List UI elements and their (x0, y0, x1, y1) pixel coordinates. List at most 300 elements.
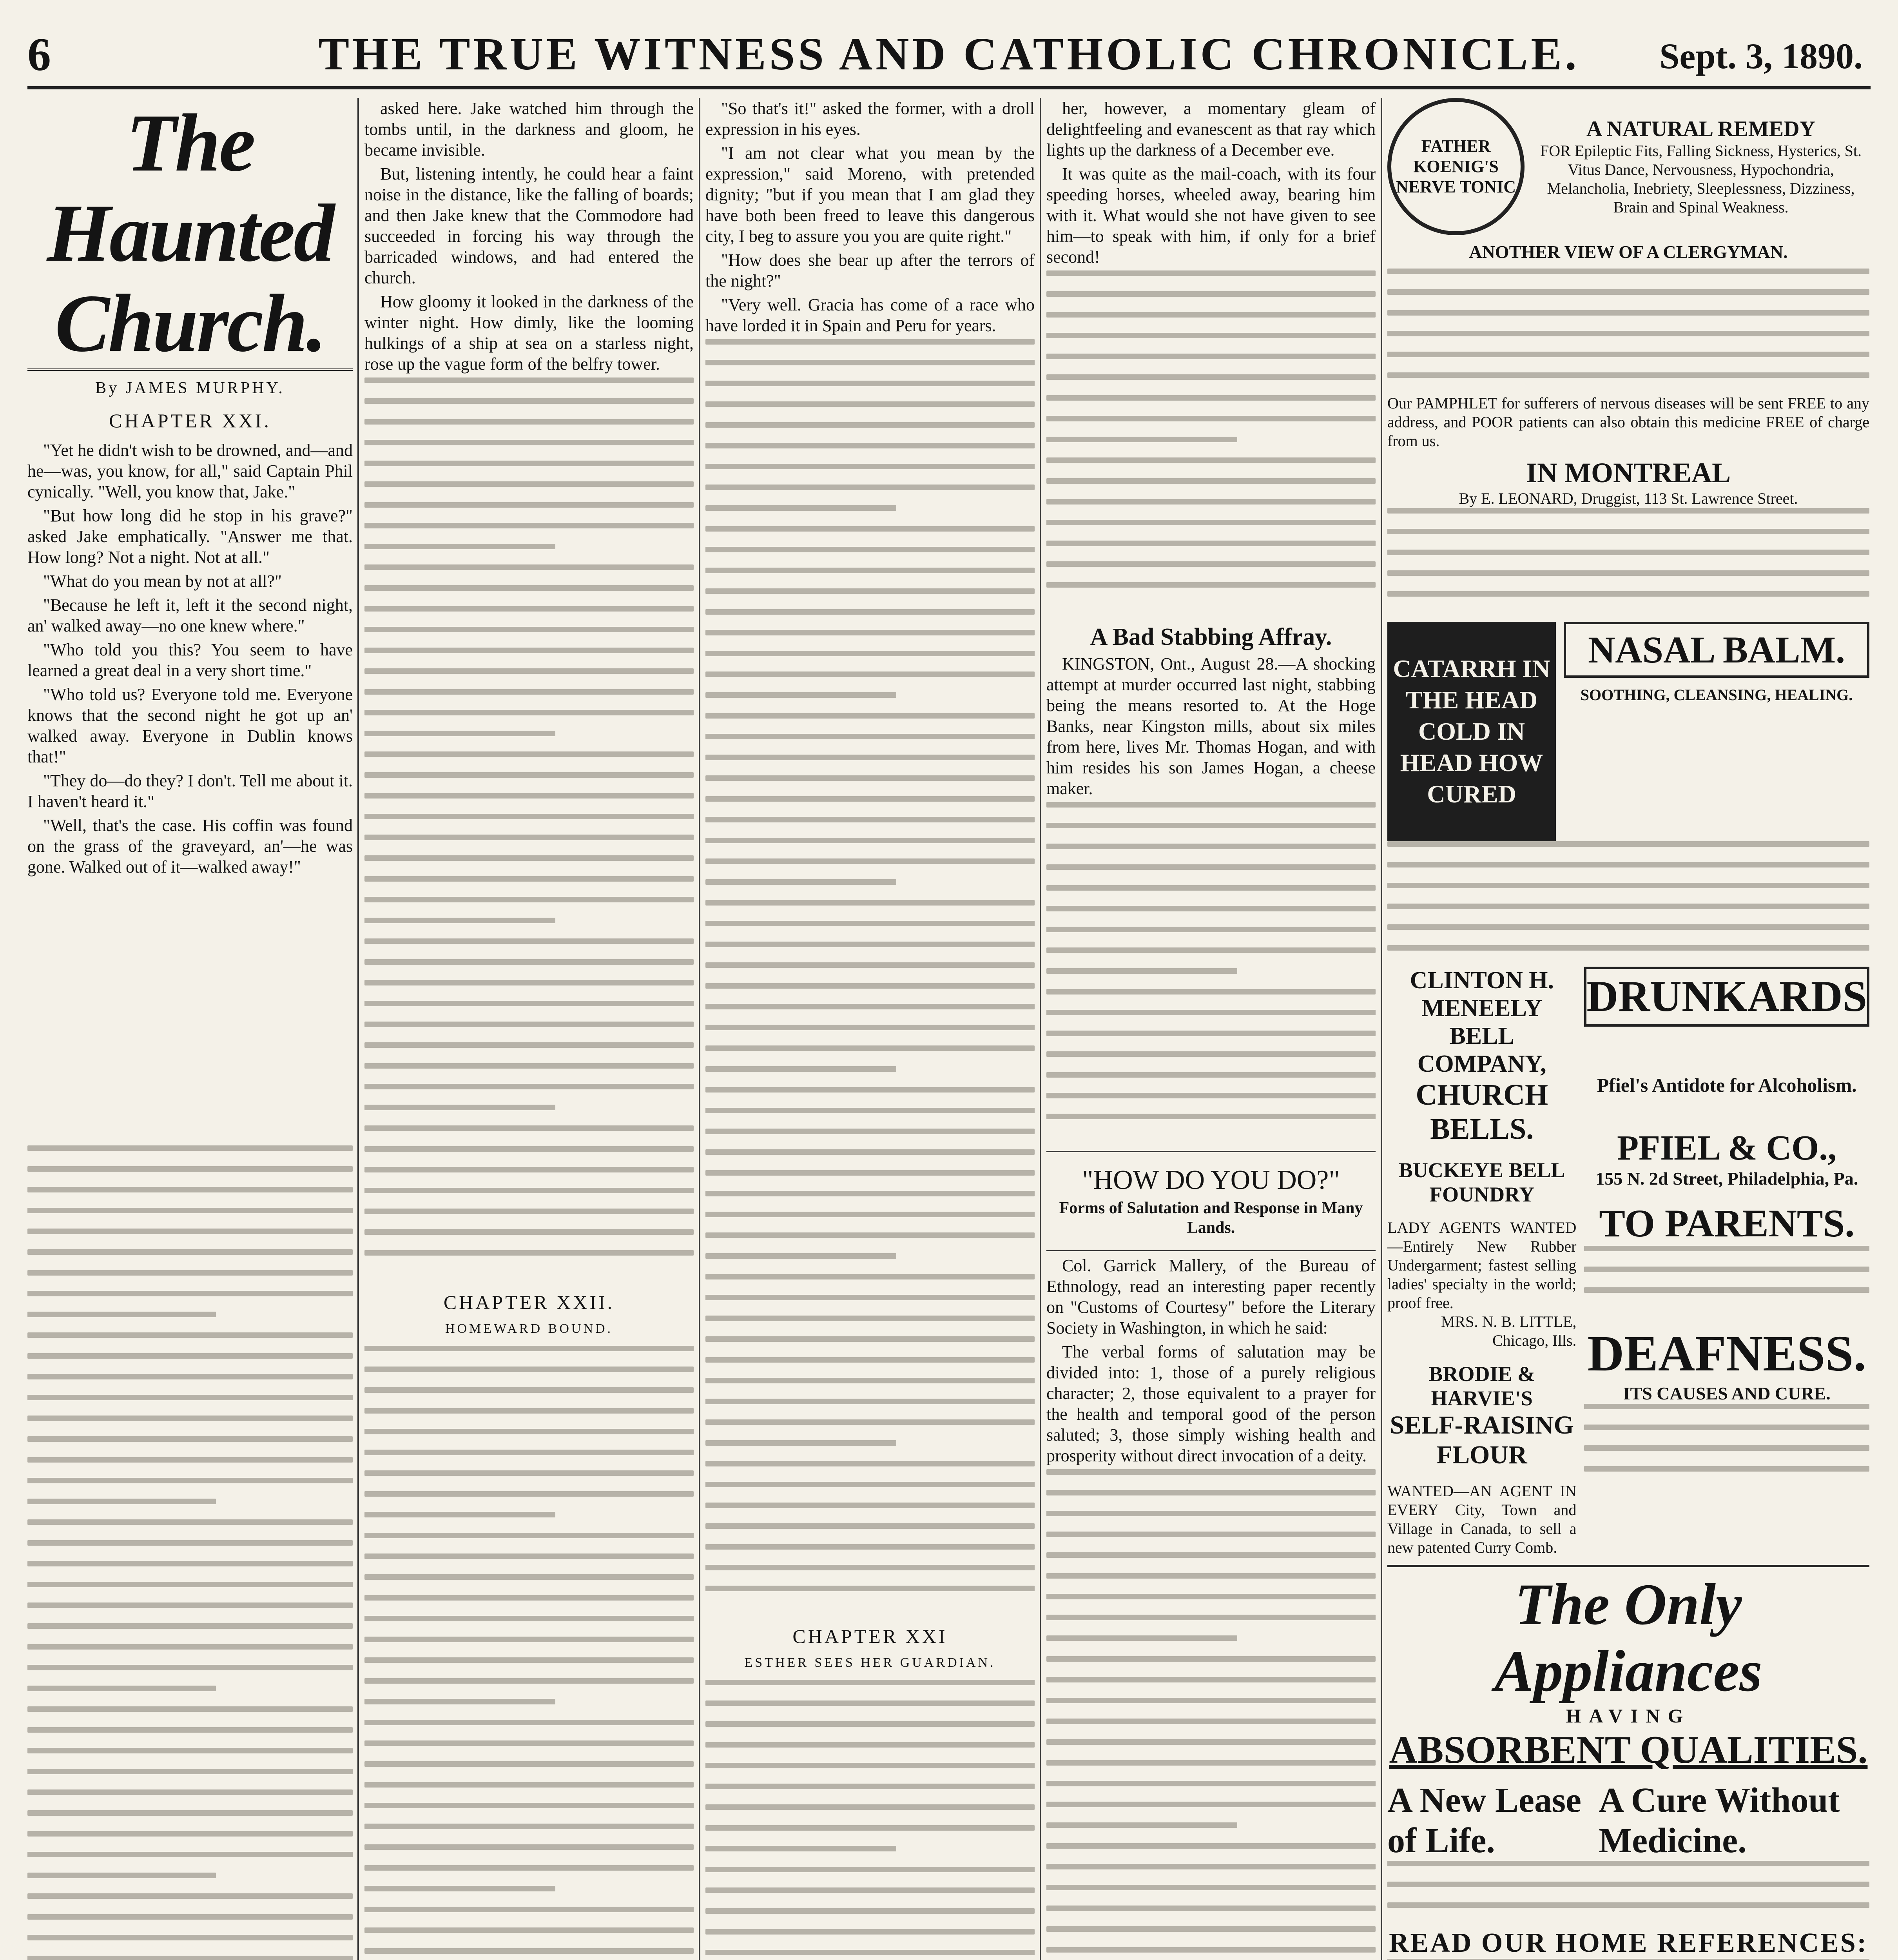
text-line (1046, 1802, 1376, 1807)
story-paragraph: "Yet he didn't wish to be drowned, and—and he—was, you know, for all," said Captain Phil cynically. "Well, you know that, Jake." (27, 441, 353, 501)
text-line (705, 1700, 1035, 1706)
nasal-balm-title: NASAL BALM. (1564, 622, 1869, 678)
text-line (1046, 1552, 1376, 1558)
column-rule (357, 98, 359, 1960)
text-line (1046, 354, 1376, 359)
text-line (1387, 883, 1869, 888)
text-line (1387, 550, 1869, 555)
text-line (364, 1844, 694, 1850)
text-line (1046, 1532, 1376, 1537)
text-line (705, 1316, 1035, 1321)
text-line (364, 1470, 694, 1476)
text-line (27, 1395, 353, 1400)
text-line (364, 1084, 694, 1089)
deafness-headline: DEAFNESS. (1587, 1325, 1866, 1382)
text-line (1046, 1635, 1237, 1641)
text-line (364, 1740, 694, 1746)
text-line (364, 1574, 694, 1580)
text-body-placeholder (1387, 508, 1869, 618)
story-paragraph: "Because he left it, left it the second night, an' walked away—no one knew where." (27, 595, 353, 635)
text-line (705, 1763, 1035, 1768)
text-body-placeholder (1387, 841, 1869, 967)
text-line (1046, 968, 1237, 974)
text-line (1387, 904, 1869, 909)
text-line (1584, 1466, 1869, 1472)
slogan-row (1387, 1780, 1869, 1861)
text-line (27, 1312, 216, 1317)
story-byline: By JAMES MURPHY. (95, 379, 285, 397)
text-line (1387, 372, 1869, 378)
chapter-subhead: ESTHER SEES HER GUARDIAN. (744, 1655, 996, 1670)
story-paragraph: "Who told us? Everyone told me. Everyone knows that the second night he got up an' walked away. Everyone in Dublin knows that!" (27, 685, 353, 766)
text-line (705, 692, 896, 698)
text-line (1387, 1902, 1869, 1908)
text-line (364, 1250, 694, 1256)
text-line (364, 1001, 694, 1006)
text-line (705, 1336, 1035, 1342)
text-line (705, 796, 1035, 802)
text-line (705, 443, 1035, 448)
text-line (364, 1533, 694, 1538)
story-paragraph: "How does she bear up after the terrors of the night?" (705, 250, 1035, 290)
absorbent-headline: ABSORBENT QUALITIES. (1389, 1728, 1868, 1771)
text-line (364, 731, 555, 736)
text-line (27, 1249, 353, 1255)
ad-row (1387, 967, 1869, 1557)
text-line (364, 1761, 694, 1767)
article-headline: "HOW DO YOU DO?" (1082, 1165, 1340, 1195)
text-line (1387, 508, 1869, 514)
text-line (364, 1927, 694, 1933)
text-line (705, 485, 1035, 490)
text-line (1046, 1573, 1376, 1579)
text-line (705, 1274, 1035, 1279)
text-line (705, 1170, 1035, 1176)
text-line (705, 547, 1035, 552)
text-line (364, 1167, 694, 1172)
story-paragraph: "I am not clear what you mean by the expression," said Moreno, with pretended dignity; "but if you mean that I am glad they have both been freed to leave this dangerous city, I beg to assure you you are quite right." (705, 143, 1035, 246)
text-line (27, 1831, 353, 1837)
references-headline: READ OUR HOME REFERENCES: (1389, 1928, 1868, 1958)
text-line (364, 419, 694, 425)
meneely-headline: CLINTON H. MENEELY BELL COMPANY, (1410, 967, 1554, 1077)
flour-headline: SELF-RAISING FLOUR (1390, 1411, 1574, 1469)
story-paragraph: "But how long did he stop in his grave?" asked Jake emphatically. "Answer me that. How long? Not a night. Not at all." (27, 506, 353, 567)
chapter-heading: CHAPTER XXII. (443, 1291, 615, 1313)
text-line (1046, 416, 1376, 421)
text-line (1046, 1885, 1376, 1890)
text-line (27, 1291, 353, 1296)
text-line (1387, 269, 1869, 274)
text-line (1046, 1511, 1376, 1516)
text-line (1046, 1469, 1376, 1475)
column-3 (705, 98, 1035, 1960)
text-line (27, 1935, 353, 1940)
column-rule (1381, 98, 1382, 1960)
text-line (705, 1825, 1035, 1831)
text-line (364, 689, 694, 695)
text-line (27, 1540, 353, 1546)
story-paragraph: her, however, a momentary gleam of delightfeeling and evanescent as that ray which lights up the darkness of a December eve. (1046, 99, 1376, 160)
chapter-subhead: HOMEWARD BOUND. (445, 1321, 613, 1336)
text-line (1046, 823, 1376, 828)
lady-agents-ad: LADY AGENTS WANTED—Entirely New Rubber Undergarment; fastest selling ladies' specialty in the world; proof free. (1387, 1219, 1577, 1312)
text-line (27, 1187, 353, 1192)
to-parents-headline: TO PARENTS. (1599, 1201, 1855, 1245)
text-line (364, 481, 694, 487)
text-line (364, 606, 694, 612)
story-paragraph: "Well, that's the case. His coffin was found on the grass of the graveyard, an'—he was gone. Walked out of it—walked away!" (27, 816, 353, 877)
text-line (27, 1893, 353, 1899)
text-line (705, 1378, 1035, 1383)
text-line (1046, 1719, 1376, 1724)
text-line (364, 564, 694, 570)
text-line (705, 1232, 1035, 1238)
text-line (1046, 1093, 1376, 1098)
story-paragraph: asked here. Jake watched him through the tombs until, in the darkness and gloom, he became invisible. (364, 99, 694, 160)
text-line (1584, 1445, 1869, 1451)
nasal-balm-tagline: SOOTHING, CLEANSING, HEALING. (1580, 686, 1853, 704)
text-line (27, 1229, 353, 1234)
story-paragraph: "What do you mean by not at all?" (43, 572, 282, 591)
only-appliances-headline: The Only Appliances (1494, 1572, 1762, 1704)
text-line (705, 817, 1035, 822)
text-line (1046, 885, 1376, 891)
text-line (705, 651, 1035, 656)
text-body-placeholder (1584, 1246, 1869, 1324)
text-line (705, 381, 1035, 386)
text-line (1046, 802, 1376, 808)
text-line (705, 1087, 1035, 1093)
text-line (364, 855, 694, 861)
text-line (1046, 1947, 1376, 1953)
text-line (364, 938, 694, 944)
chapter-heading: CHAPTER XXI. (109, 410, 271, 432)
text-line (705, 609, 1035, 615)
article-headline: A Bad Stabbing Affray. (1090, 624, 1332, 650)
text-line (27, 1166, 353, 1172)
article-paragraph: Col. Garrick Mallery, of the Bureau of Ethnology, read an interesting paper recently on "Customs of Courtesy" before the Literary Society in Washington, in which he said: (1046, 1256, 1376, 1338)
koenig-testimonial-head: ANOTHER VIEW OF A CLERGYMAN. (1469, 242, 1788, 262)
text-body-placeholder (1046, 802, 1376, 1139)
koenig-seal-logo: FATHER KOENIG'S NERVE TONIC (1387, 98, 1525, 235)
text-line (705, 713, 1035, 719)
text-line (364, 1699, 555, 1704)
text-line (705, 1440, 896, 1446)
text-line (364, 1824, 694, 1829)
text-line (27, 1706, 353, 1712)
story-paragraph: "Who told you this? You seem to have learned a great deal in a very short time." (27, 640, 353, 680)
text-line (705, 1108, 1035, 1113)
text-line (364, 980, 694, 985)
drunkards-headline: DRUNKARDS (1584, 967, 1869, 1027)
deafness-subhead: ITS CAUSES AND CURE. (1623, 1383, 1831, 1403)
text-line (1046, 499, 1376, 505)
text-line (364, 1948, 694, 1954)
text-line (705, 1357, 1035, 1363)
having-text: HAVING (1566, 1705, 1691, 1727)
text-line (1046, 561, 1376, 567)
text-line (364, 1512, 555, 1517)
text-line (705, 1721, 1035, 1727)
text-line (1046, 927, 1376, 932)
text-line (364, 772, 694, 778)
advertisement-column (1387, 98, 1869, 1960)
text-body-placeholder (1387, 269, 1869, 394)
text-line (27, 1852, 353, 1857)
text-line (364, 1616, 694, 1621)
cure-slogan: A Cure Without Medicine. (1599, 1781, 1840, 1860)
brodie-headline: BRODIE & HARVIE'S (1428, 1362, 1535, 1410)
text-line (364, 751, 694, 757)
text-line (1584, 1425, 1869, 1430)
text-line (1046, 1010, 1376, 1015)
header-rule (27, 86, 1871, 89)
text-line (364, 814, 694, 819)
text-line (705, 1399, 1035, 1404)
text-body-placeholder (364, 1346, 694, 1960)
text-line (364, 1429, 694, 1434)
drunkard-ads (1584, 967, 1869, 1557)
newspaper-title: THE TRUE WITNESS AND CATHOLIC CHRONICLE. (318, 28, 1580, 80)
text-line (1046, 1656, 1376, 1662)
text-line (705, 1212, 1035, 1217)
text-line (1046, 1490, 1376, 1495)
text-line (364, 544, 555, 549)
text-line (1046, 947, 1376, 953)
text-line (27, 1436, 353, 1442)
text-line (1387, 331, 1869, 336)
pfeil-headline: PFIEL & CO., (1617, 1129, 1837, 1167)
story-paragraph: But, listening intently, he could hear a faint noise in the distance, like the falling of boards; and then Jake knew that the Commodore had succeeded in forcing his way through the barricaded windows, and had entered the church. (364, 164, 694, 287)
text-body-placeholder (705, 339, 1035, 1613)
text-line (27, 1727, 353, 1733)
text-line (1387, 289, 1869, 295)
text-line (705, 1804, 1035, 1810)
nasal-balm-ad (1387, 622, 1869, 841)
text-line (364, 1491, 694, 1497)
text-line (27, 1665, 353, 1670)
text-line (1584, 1404, 1869, 1409)
text-line (1387, 945, 1869, 951)
text-line (27, 1145, 353, 1151)
text-line (1046, 395, 1376, 401)
text-line (364, 710, 694, 715)
text-line (364, 502, 694, 508)
text-line (364, 1803, 694, 1808)
column-rule (1040, 98, 1041, 1960)
text-body-placeholder (364, 377, 694, 1279)
page-number: 6 (27, 28, 51, 80)
text-line (364, 461, 694, 466)
text-line (705, 1129, 1035, 1134)
text-line (705, 360, 1035, 365)
text-line (1046, 906, 1376, 911)
text-line (27, 1623, 353, 1629)
text-line (1046, 1864, 1376, 1869)
text-line (1046, 1698, 1376, 1703)
text-body-placeholder (1387, 1861, 1869, 1927)
text-line (27, 1789, 353, 1795)
text-line (705, 1908, 1035, 1914)
text-line (705, 1950, 1035, 1955)
text-line (364, 1146, 694, 1152)
text-line (1046, 844, 1376, 849)
text-line (364, 1229, 694, 1235)
text-line (364, 1063, 694, 1069)
issue-date: Sept. 3, 1890. (1659, 36, 1863, 76)
text-line (705, 1419, 1035, 1425)
text-line (364, 835, 694, 840)
text-line (705, 1066, 896, 1072)
text-line (364, 1782, 694, 1788)
text-line (705, 962, 1035, 968)
text-line (364, 1387, 694, 1393)
text-line (364, 668, 694, 674)
text-line (705, 464, 1035, 469)
text-line (364, 523, 694, 528)
text-line (1046, 1072, 1376, 1078)
text-line (364, 1188, 694, 1193)
text-line (1387, 529, 1869, 534)
column-rule (699, 98, 700, 1960)
column-1 (27, 98, 353, 1960)
text-line (705, 838, 1035, 843)
text-line (1046, 270, 1376, 276)
text-line (705, 1191, 1035, 1196)
text-line (1046, 374, 1376, 380)
text-line (27, 1270, 353, 1276)
text-line (27, 1873, 216, 1878)
text-line (705, 568, 1035, 573)
text-line (364, 377, 694, 383)
text-line (705, 1482, 1035, 1487)
pfeil-address: 155 N. 2d Street, Philadelphia, Pa. (1595, 1169, 1858, 1189)
text-line (364, 440, 694, 445)
text-line (27, 1810, 353, 1816)
text-line (705, 1586, 1035, 1591)
article-paragraph: The verbal forms of salutation may be divided into: 1, those of a purely religious character; 2, those equivalent to a prayer for the health and temporal good of the person saluted; 3, those simply wishing health and prosperity without direct invocation of a deity. (1046, 1342, 1376, 1465)
text-line (1046, 541, 1376, 546)
text-body-placeholder (1584, 1404, 1869, 1490)
text-line (705, 401, 1035, 407)
text-line (27, 1748, 353, 1753)
text-line (705, 942, 1035, 947)
text-line (705, 900, 1035, 906)
text-line (1046, 1926, 1376, 1932)
text-line (1387, 591, 1869, 597)
koenig-pamphlet: Our PAMPHLET for sufferers of nervous diseases will be sent FREE to any address, and POOR patients can also obtain this medicine FREE of charge from us. (1387, 394, 1869, 450)
article-paragraph: KINGSTON, Ont., August 28.—A shocking attempt at murder occurred last night, stabbing being the means resorted to. At the Hoge Banks, near Kingston mills, about six miles from here, lives Mr. Thomas Hogan, and with him resides his son James Hogan, a cheese maker. (1046, 654, 1376, 798)
text-line (364, 1678, 694, 1684)
text-line (705, 1680, 1035, 1685)
text-line (364, 1553, 694, 1559)
text-line (27, 1644, 353, 1650)
text-line (27, 1914, 353, 1920)
bell-ads (1387, 967, 1576, 1557)
text-line (705, 1887, 1035, 1893)
text-line (364, 648, 694, 653)
text-line (705, 1025, 1035, 1030)
text-line (705, 1461, 1035, 1466)
text-line (27, 1602, 353, 1608)
text-line (364, 793, 694, 799)
story-paragraph: How gloomy it looked in the darkness of the winter night. How dimly, like the looming hulkings of a ship at sea on a starless night, rose up the vague form of the belfry tower. (364, 292, 694, 374)
buckeye-headline: BUCKEYE BELL FOUNDRY (1398, 1158, 1565, 1206)
text-line (1046, 1031, 1376, 1036)
column-4 (1046, 98, 1376, 1960)
text-line (1046, 989, 1376, 995)
new-lease-slogan: A New Lease of Life. (1387, 1781, 1581, 1860)
text-line (1046, 333, 1376, 338)
koenig-ad (1387, 98, 1869, 235)
text-line (364, 1367, 694, 1372)
text-line (705, 921, 1035, 926)
text-line (364, 627, 694, 632)
text-line (364, 1886, 555, 1891)
montreal-druggist: By E. LEONARD, Druggist, 113 St. Lawrence Street. (1459, 490, 1798, 507)
text-line (705, 1544, 1035, 1550)
agent-wanted-ad: WANTED—AN AGENT IN EVERY City, Town and Village in Canada, to sell a new patented Curry Comb. (1387, 1482, 1577, 1556)
text-line (705, 879, 896, 885)
text-line (705, 1867, 1035, 1872)
text-line (705, 983, 1035, 989)
text-line (705, 422, 1035, 428)
article-headline-box (1046, 1151, 1376, 1251)
chapter-heading: CHAPTER XXI (792, 1625, 948, 1647)
text-line (364, 1720, 694, 1725)
text-body-placeholder (1046, 270, 1376, 615)
text-line (364, 876, 694, 882)
text-line (1046, 864, 1376, 870)
text-line (1387, 310, 1869, 316)
text-line (27, 1208, 353, 1213)
text-line (364, 1907, 694, 1912)
article-deck: Forms of Salutation and Response in Many Lands. (1059, 1199, 1363, 1237)
text-line (1046, 1677, 1376, 1682)
text-line (705, 1742, 1035, 1748)
text-line (1387, 570, 1869, 576)
story-paragraph: It was quite as the mail-coach, with its four speeding horses, wheeled away, bearing him with it. What would she not have given to see him—to speak with him, if only for a brief second! (1046, 164, 1376, 267)
text-line (705, 339, 1035, 345)
text-line (27, 1353, 353, 1359)
pfeil-antidote: Pfiel's Antidote for Alcoholism. (1597, 1074, 1857, 1096)
text-line (364, 1042, 694, 1048)
koenig-ailments: FOR Epileptic Fits, Falling Sickness, Hysterics, St. Vitus Dance, Nervousness, Hypochondria, Melancholia, Inebriety, Sleeplessness, Dizziness, Brain and Spinal Weakness. (1540, 142, 1862, 216)
text-line (705, 1523, 1035, 1529)
text-line (705, 1565, 1035, 1570)
text-body-placeholder (705, 1680, 1035, 1960)
text-line (1387, 862, 1869, 867)
text-line (1584, 1287, 1869, 1293)
text-line (1046, 1906, 1376, 1911)
text-line (705, 1253, 896, 1259)
text-line (1387, 1861, 1869, 1866)
text-line (1046, 1051, 1376, 1057)
text-line (1387, 841, 1869, 847)
text-line (1584, 1246, 1869, 1251)
text-line (705, 505, 896, 511)
text-line (1387, 352, 1869, 357)
text-line (27, 1519, 353, 1525)
text-line (705, 734, 1035, 739)
text-line (364, 959, 694, 965)
text-line (705, 630, 1035, 635)
text-line (705, 588, 1035, 594)
text-line (1046, 520, 1376, 525)
text-line (27, 1374, 353, 1379)
text-line (705, 1846, 896, 1851)
